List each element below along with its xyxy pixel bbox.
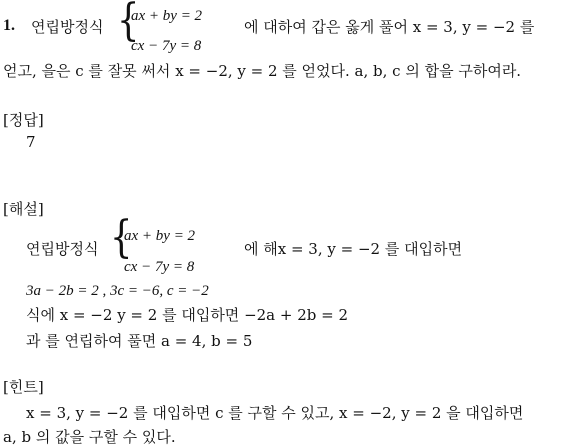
solution-equation-1: ax + by = 2: [124, 228, 196, 244]
answer-heading: [정답]: [3, 111, 44, 129]
system-brace: {: [117, 0, 140, 46]
solution-step-3: 과 를 연립하여 풀면 a = 4, b = 5: [26, 332, 253, 350]
system-equation-2: cx − 7y = 8: [131, 38, 202, 54]
solution-substitution-text: 에 해x = 3, y = −2 를 대입하면: [244, 240, 463, 258]
hint-line-1: x = 3, y = −2 를 대입하면 c 를 구할 수 있고, x = −2, y = 2 을 대입하면: [26, 404, 524, 422]
system-equation-1: ax + by = 2: [131, 8, 203, 24]
problem-condition-text: 에 대하여 갑은 옳게 풀어 x = 3, y = −2 를: [244, 18, 535, 36]
solution-step-1: 3a − 2b = 2 , 3c = −6, c = −2: [26, 283, 209, 299]
solution-system-brace: {: [110, 212, 133, 263]
problem-intro-text: 연립방정식: [31, 18, 104, 36]
problem-question-text: 얻고, 을은 c 를 잘못 써서 x = −2, y = 2 를 얻었다. a, b, c 의 합을 구하여라.: [3, 62, 522, 80]
solution-intro-text: 연립방정식: [26, 240, 99, 258]
answer-value: 7: [26, 133, 36, 151]
problem-number: 1.: [3, 17, 15, 34]
solution-heading: [해설]: [3, 200, 44, 218]
solution-step-2: 식에 x = −2 y = 2 를 대입하면 −2a + 2b = 2: [26, 306, 349, 324]
hint-heading: [힌트]: [3, 378, 44, 396]
solution-equation-2: cx − 7y = 8: [124, 259, 195, 275]
hint-line-2: a, b 의 값을 구할 수 있다.: [3, 428, 176, 446]
